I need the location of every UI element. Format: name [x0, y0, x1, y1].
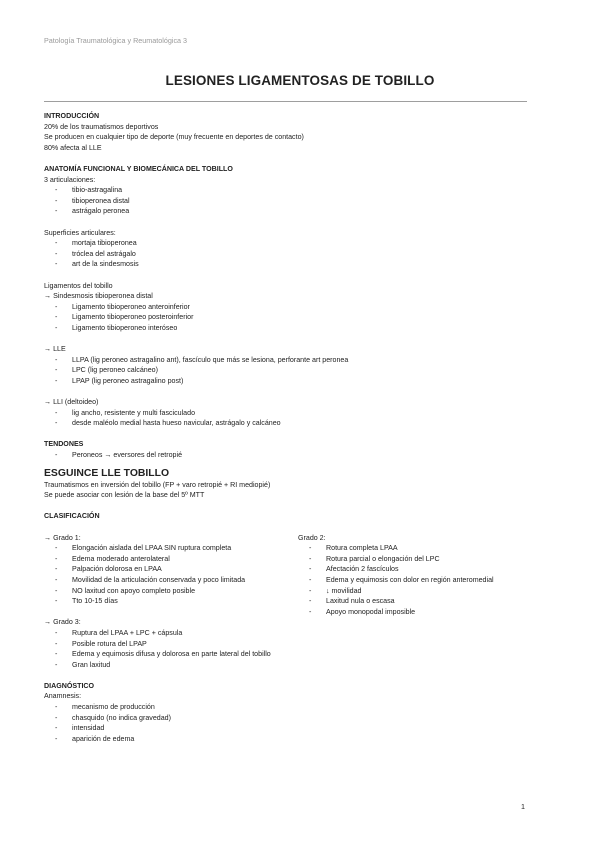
- section-heading-esguince: ESGUINCE LLE TOBILLO: [44, 467, 170, 479]
- articulaciones-list: [44, 185, 544, 217]
- list-item: - mecanismo de producción: [44, 702, 544, 713]
- superficies-label: Superficies articulares:: [44, 228, 116, 237]
- list-item: - tibioperonea distal: [44, 196, 544, 207]
- ligamentos-label: Ligamentos del tobillo: [44, 281, 113, 290]
- list-item: - Ligamento tibioperoneo interóseo: [44, 323, 544, 334]
- lli-list: [44, 408, 544, 429]
- list-item: - Elongación aislada del LPAA SIN ruptura completa: [44, 543, 298, 554]
- list-item: - Edema y equimosis con dolor en región anteromedial: [298, 575, 538, 586]
- list-item: - art de la sindesmosis: [44, 259, 544, 270]
- list-item: - NO laxitud con apoyo completo posible: [44, 586, 298, 597]
- list-item: - intensidad: [44, 723, 544, 734]
- superficies-list: [44, 238, 544, 270]
- page-number: 1: [521, 802, 525, 811]
- articulaciones-label: 3 articulaciones:: [44, 175, 96, 184]
- list-item: - Rotura parcial o elongación del LPC: [298, 554, 538, 565]
- list-item: - Ligamento tibioperoneo anteroinferior: [44, 302, 544, 313]
- list-item: - LPAP (lig peroneo astragalino post): [44, 376, 544, 387]
- list-item: - Laxitud nula o escasa: [298, 596, 538, 607]
- intro-line: 20% de los traumatismos deportivos: [44, 122, 159, 131]
- grado2-column: [298, 533, 538, 618]
- list-item: - lig ancho, resistente y multi fasciculado: [44, 408, 544, 419]
- section-heading-anatomia: ANATOMÍA FUNCIONAL Y BIOMECÁNICA DEL TOBILLO: [44, 164, 233, 173]
- list-item: - Movilidad de la articulación conservada y poco limitada: [44, 575, 298, 586]
- section-heading-introduccion: INTRODUCCIÓN: [44, 112, 100, 120]
- sindesmosis-label: → Sindesmosis tibioperonea distal: [44, 292, 153, 301]
- list-item: - astrágalo peronea: [44, 206, 544, 217]
- tendones-list: [44, 450, 544, 461]
- grado2-list: [298, 543, 538, 617]
- list-item: - aparición de edema: [44, 734, 544, 745]
- intro-line: 80% afecta al LLE: [44, 143, 102, 152]
- list-item: - tibio-astragalina: [44, 185, 544, 196]
- list-item: - Posible rotura del LPAP: [44, 639, 544, 650]
- sindesmosis-list: [44, 302, 544, 334]
- running-header: Patología Traumatológica y Reumatológica 3: [44, 36, 188, 45]
- grado1-label: → Grado 1:: [44, 533, 81, 542]
- section-heading-tendones: TENDONES: [44, 440, 84, 449]
- list-item: - Gran laxitud: [44, 660, 544, 671]
- esguince-line: Se puede asociar con lesión de la base del 5º MTT: [44, 491, 205, 500]
- grado3-label: → Grado 3:: [44, 618, 81, 627]
- esguince-line: Traumatismos en inversión del tobillo (FP + varo retropié + RI mediopié): [44, 480, 271, 489]
- anamnesis-label: Anamnesis:: [44, 692, 82, 701]
- lle-label: → LLE: [44, 345, 66, 354]
- list-item: - Afectación 2 fascículos: [298, 564, 538, 575]
- list-item: - Edema moderado anterolateral: [44, 554, 298, 565]
- grado1-list: [44, 543, 298, 607]
- anamnesis-list: [44, 702, 544, 744]
- list-item: - chasquido (no indica gravedad): [44, 713, 544, 724]
- page-title: LESIONES LIGAMENTOSAS DE TOBILLO: [165, 73, 435, 88]
- list-item: - Peroneos → eversores del retropié: [44, 450, 544, 461]
- list-item: - desde maléolo medial hasta hueso navicular, astrágalo y calcáneo: [44, 418, 544, 429]
- section-heading-diagnostico: DIAGNÓSTICO: [44, 681, 95, 690]
- grado1-column: [44, 533, 298, 618]
- title-divider: [44, 101, 527, 102]
- list-item: - Ruptura del LPAA + LPC + cápsula: [44, 628, 544, 639]
- grado3-list: [44, 628, 544, 670]
- list-item: - Edema y equimosis difusa y dolorosa en parte lateral del tobillo: [44, 649, 544, 660]
- list-item: - LPC (lig peroneo calcáneo): [44, 365, 544, 376]
- list-item: - ↓ movilidad: [298, 586, 538, 597]
- lli-label: → LLI (deltoideo): [44, 398, 99, 407]
- list-item: - Rotura completa LPAA: [298, 543, 538, 554]
- grado2-label: Grado 2:: [298, 533, 326, 542]
- grados-columns: [44, 533, 544, 618]
- list-item: - Apoyo monopodal imposible: [298, 607, 538, 618]
- list-item: - mortaja tibioperonea: [44, 238, 544, 249]
- lle-list: [44, 355, 544, 387]
- intro-line: Se producen en cualquier tipo de deporte (muy frecuente en deportes de contacto): [44, 133, 304, 142]
- document-body: [44, 111, 544, 744]
- list-item: - LLPA (lig peroneo astragalino ant), fascículo que más se lesiona, perforante art peronea: [44, 355, 544, 366]
- list-item: - Tto 10-15 días: [44, 596, 298, 607]
- list-item: - tróclea del astrágalo: [44, 249, 544, 260]
- list-item: - Palpación dolorosa en LPAA: [44, 564, 298, 575]
- section-heading-clasificacion: CLASIFICACIÓN: [44, 512, 100, 521]
- list-item: - Ligamento tibioperoneo posteroinferior: [44, 312, 544, 323]
